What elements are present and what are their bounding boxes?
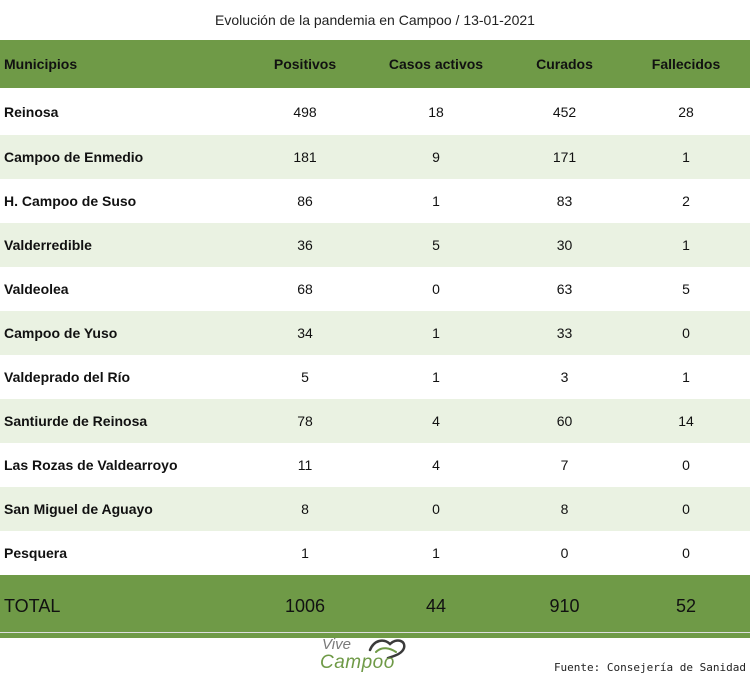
header-curados: Curados (536, 56, 593, 72)
municipio-cell: H. Campoo de Suso (4, 193, 137, 209)
municipio-cell: San Miguel de Aguayo (4, 501, 153, 517)
vive-campoo-logo (318, 636, 410, 676)
footer-divider (0, 632, 750, 633)
curados-cell: 7 (560, 457, 569, 473)
municipio-cell: Santiurde de Reinosa (4, 413, 148, 429)
curados-cell: 171 (552, 149, 577, 165)
curados-cell: 3 (560, 369, 569, 385)
activos-cell: 0 (432, 281, 440, 297)
activos-cell: 1 (432, 325, 440, 341)
activos-cell: 4 (432, 413, 440, 429)
curados-cell: 30 (556, 237, 573, 253)
source-note: Fuente: Consejería de Sanidad (553, 661, 746, 674)
positivos-cell: 34 (297, 325, 313, 341)
header-casos-activos: Casos activos (388, 56, 484, 72)
positivos-cell: 181 (293, 149, 317, 165)
positivos-cell: 68 (297, 281, 313, 297)
activos-cell: 9 (432, 149, 440, 165)
pandemic-table (0, 40, 750, 638)
table-row (0, 223, 750, 267)
positivos-cell: 498 (293, 103, 317, 120)
municipio-cell: Las Rozas de Valdearroyo (4, 457, 178, 473)
curados-cell: 452 (552, 103, 577, 120)
positivos-cell: 5 (301, 369, 309, 385)
curados-cell: 60 (556, 413, 573, 429)
table-row (0, 135, 750, 179)
fallecidos-cell: 1 (682, 149, 690, 165)
page-title: Evolución de la pandemia en Campoo / 13-01-2021 (215, 12, 535, 28)
activos-cell: 18 (428, 103, 444, 120)
table-row (0, 531, 750, 575)
header-positivos: Positivos (273, 56, 337, 72)
table-row (0, 88, 750, 135)
header-fallecidos: Fallecidos (651, 56, 721, 72)
fallecidos-cell: 1 (682, 237, 690, 253)
municipio-cell: Campoo de Enmedio (4, 149, 144, 165)
logo-text-vive: Vive (322, 636, 351, 653)
fallecidos-cell: 5 (682, 281, 690, 297)
municipio-cell: Reinosa (4, 103, 59, 120)
activos-cell: 4 (432, 457, 440, 473)
table-row (0, 443, 750, 487)
table-row (0, 355, 750, 399)
positivos-cell: 86 (297, 193, 313, 209)
total-positivos: 1006 (284, 596, 326, 616)
fallecidos-cell: 1 (682, 369, 690, 385)
positivos-cell: 78 (297, 413, 313, 429)
activos-cell: 1 (432, 545, 440, 561)
total-fallecidos: 52 (675, 596, 697, 616)
positivos-cell: 36 (297, 237, 313, 253)
positivos-cell: 8 (301, 501, 309, 517)
municipio-cell: Campoo de Yuso (4, 325, 118, 341)
curados-cell: 0 (560, 545, 569, 561)
table-row (0, 487, 750, 531)
activos-cell: 1 (432, 193, 440, 209)
total-row (0, 575, 750, 638)
fallecidos-cell: 0 (682, 501, 690, 517)
fallecidos-cell: 14 (678, 413, 694, 429)
municipio-cell: Pesquera (4, 545, 68, 561)
table-header-row (0, 40, 750, 88)
table-row (0, 311, 750, 355)
total-activos: 44 (425, 596, 447, 616)
total-label: TOTAL (4, 596, 61, 616)
fallecidos-cell: 0 (682, 457, 690, 473)
logo-text-campoo: Campoo (320, 652, 395, 673)
municipio-cell: Valdeprado del Río (4, 369, 131, 385)
municipio-cell: Valderredible (4, 237, 92, 253)
table-row (0, 179, 750, 223)
total-curados: 910 (549, 596, 580, 616)
curados-cell: 63 (556, 281, 573, 297)
header-municipios: Municipios (4, 56, 78, 72)
activos-cell: 0 (432, 501, 440, 517)
fallecidos-cell: 28 (678, 103, 694, 120)
activos-cell: 5 (432, 237, 440, 253)
table-row (0, 267, 750, 311)
fallecidos-cell: 2 (682, 193, 690, 209)
positivos-cell: 11 (297, 457, 313, 473)
curados-cell: 33 (556, 325, 573, 341)
table-row (0, 399, 750, 443)
fallecidos-cell: 0 (682, 325, 690, 341)
municipio-cell: Valdeolea (4, 281, 69, 297)
curados-cell: 83 (556, 193, 573, 209)
activos-cell: 1 (432, 369, 440, 385)
fallecidos-cell: 0 (682, 545, 690, 561)
curados-cell: 8 (560, 501, 569, 517)
positivos-cell: 1 (301, 545, 309, 561)
